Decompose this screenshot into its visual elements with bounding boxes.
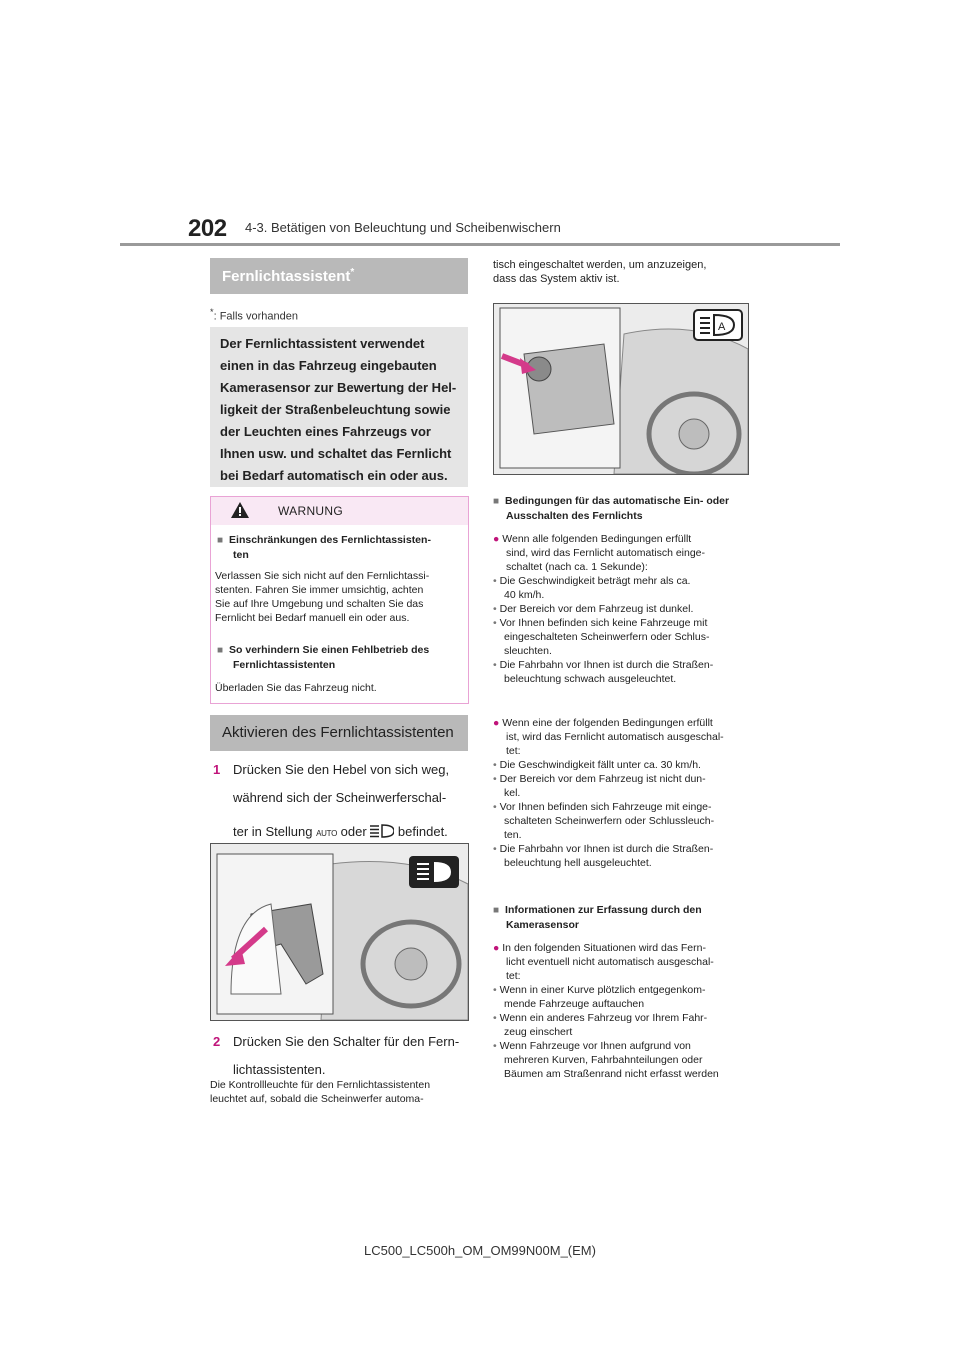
warning-h2-line: Fernlichtassistenten [233,659,336,671]
bottom-paragraph [210,1078,430,1106]
continuation-paragraph [493,258,706,286]
list-item: Vor Ihnen befinden sich Fahrzeuge mit einge- [499,801,712,813]
warning-title: WARNUNG [278,504,343,518]
step-line: während sich der Scheinwerferschal- [233,790,447,805]
square-bullet-icon: ■ [217,645,224,656]
paragraph-line: tet: [506,745,521,757]
subheading-camera [493,903,702,932]
footer-document-code: LC500_LC500h_OM_OM99N00M_(EM) [364,1243,596,1258]
paragraph-line: sind, wird das Fernlicht automatisch einge- [506,547,706,559]
paragraph-line: tet: [506,970,521,982]
warning-p1-line: Sie auf Ihre Umgebung und schalten Sie das [215,598,424,610]
square-bullet-icon: ■ [493,905,500,916]
list-item: beleuchtung hell ausgeleuchtet. [504,857,652,869]
intro-line: einen in das Fahrzeug eingebauten [220,358,437,373]
warning-subheading-1 [217,533,431,562]
switch-illustration [494,304,748,474]
paragraph-line: dass das System aktiv ist. [493,273,620,285]
paragraph-line: tisch eingeschaltet werden, um anzuzeigen, [493,259,707,271]
fig-letter-a: A [718,321,726,333]
list-item: Die Fahrbahn vor Ihnen ist durch die Straßen- [499,843,714,855]
warning-subheading-2 [217,643,429,672]
list-item: mehreren Kurven, Fahrbahnteilungen oder [504,1054,703,1066]
warning-paragraph-1 [215,569,429,625]
square-bullet-icon: ■ [217,535,224,546]
list-item: Vor Ihnen befinden sich keine Fahrzeuge mit [499,617,708,629]
list-item: Wenn in einer Kurve plötzlich entgegenkom- [499,984,706,996]
footnote-note-marker: * [210,307,214,317]
list-item: Bäumen am Straßenrand nicht erfasst werden [504,1068,719,1080]
paragraph-line: leuchtet auf, sobald die Scheinwerfer automa- [210,1093,424,1105]
paragraph-line: Die Kontrollleuchte für den Fernlichtassistenten [210,1079,431,1091]
lever-illustration [211,844,468,1020]
warning-p1-line: Verlassen Sie sich nicht auf den Fernlichtassi- [215,570,430,582]
subheading-line: Informationen zur Erfassung durch den [505,904,702,916]
paragraph-line: schaltet (nach ca. 1 Sekunde): [506,561,648,573]
paragraph-line: ist, wird das Fernlicht automatisch ausgeschal- [506,731,724,743]
paragraph-line: licht eventuell nicht automatisch ausgeschal- [506,956,714,968]
step-1 [213,756,473,848]
list-item: schalteten Scheinwerfern oder Schlussleuch- [504,815,715,827]
list-item: 40 km/h. [504,589,545,601]
subheading-line: Kamerasensor [506,919,579,931]
paragraph-line: In den folgenden Situationen wird das Fern- [502,942,706,954]
page-number: 202 [188,215,227,242]
warning-paragraph-2: Überladen Sie das Fahrzeug nicht. [215,682,377,694]
step-line: oder [340,824,367,839]
paragraph-line: Wenn eine der folgenden Bedingungen erfüllt [502,717,713,729]
circle-bullet-icon: ● [493,717,500,729]
header-rule [120,243,840,246]
footnote-marker: * [350,267,355,278]
condition-off-block: ● Wenn eine der folgenden Bedingungen erfüllt ist, wird das Fernlicht automatisch ausgeschal- tet: • Die Geschwindigkeit fällt unter ca. 30 km/h. • Der Bereich vor dem Fahrzeug ist nicht dun- kel. • Vor Ihnen befinden sich Fahrzeuge mit einge- schalteten Scheinwerfern oder Schlussleuch- ten. • Die Fahrbahn vor Ihnen ist durch die Straßen- beleuchtung hell ausgeleuchtet. [493,717,724,869]
step-line: befindet. [397,824,448,839]
camera-block: ● In den folgenden Situationen wird das Fern- licht eventuell nicht automatisch ausgeschal- tet: • Wenn in einer Kurve plötzlich entgegenkom- mende Fahrzeuge auftauchen • Wenn ein anderes Fahrzeug vor Ihrem Fahr- zeug einschert • Wenn Fahrzeuge vor Ihnen aufgrund von mehreren Kurven, Fahrbahnteilungen oder Bäumen am Straßenrand nicht erfasst werden [493,942,719,1080]
intro-line: Der Fernlichtassistent verwendet [220,336,425,351]
list-item: Die Geschwindigkeit fällt unter ca. 30 km/h. [499,759,701,771]
step-2 [213,1028,473,1084]
circle-bullet-icon: ● [493,533,500,545]
condition-on-block: ● Wenn alle folgenden Bedingungen erfüllt sind, wird das Fernlicht automatisch einge- schaltet (nach ca. 1 Sekunde): • Die Geschwindigkeit beträgt mehr als ca. 40 km/h. • Der Bereich vor dem Fahrzeug ist dunkel. • Vor Ihnen befinden sich keine Fahrzeuge mit eingeschalteten Scheinwerfern oder Schlus- sleuchten. • Die Fahrbahn vor Ihnen ist durch die Straßen- beleuchtung schwach ausgeleuchtet. [493,533,714,685]
subheading-line: Bedingungen für das automatische Ein- oder [505,495,730,507]
warning-h2-line: So verhindern Sie einen Fehlbetrieb des [229,644,430,656]
heading-aktivieren [210,715,468,751]
list-item: beleuchtung schwach ausgeleuchtet. [504,673,677,685]
intro-line: Ihnen usw. und schaltet das Fernlicht [220,446,452,461]
intro-box [210,327,468,487]
heading-text: Aktivieren des Fernlichtassistenten [222,724,454,741]
list-item: Wenn Fahrzeuge vor Ihnen aufgrund von [499,1040,691,1052]
figure-lever [210,843,469,1021]
intro-line: Kamerasensor zur Bewertung der Hel- [220,380,457,395]
subheading-conditions [493,494,729,523]
list-item: ten. [504,829,522,841]
list-item: Der Bereich vor dem Fahrzeug ist dunkel. [499,603,694,615]
list-item: Wenn ein anderes Fahrzeug vor Ihrem Fahr- [499,1012,708,1024]
circle-bullet-icon: ● [493,942,500,954]
paragraph-line: Wenn alle folgenden Bedingungen erfüllt [502,533,692,545]
auto-position-icon: AUTO [316,829,338,838]
list-item: sleuchten. [504,645,552,657]
list-item: eingeschalteten Scheinwerfern oder Schlus- [504,631,710,643]
section-title: 4-3. Betätigen von Beleuchtung und Scheibenwischern [245,220,561,235]
warning-header [211,497,468,525]
list-item: mende Fahrzeuge auftauchen [504,998,645,1010]
step-line: Drücken Sie den Schalter für den Fern- [233,1034,460,1049]
headlight-icon [370,824,394,838]
intro-line: der Leuchten eines Fahrzeugs vor [220,424,431,439]
step-number: 1 [213,762,221,777]
footnote [210,307,298,323]
intro-line: bei Bedarf automatisch ein oder aus. [220,468,448,483]
list-item: Der Bereich vor dem Fahrzeug ist nicht dun- [499,773,706,785]
warning-h1-line: Einschränkungen des Fernlichtassisten- [229,534,431,546]
list-item: zeug einschert [504,1026,573,1038]
warning-triangle-icon [231,502,249,518]
heading-text: Fernlichtassistent [222,268,351,285]
warning-box [210,496,469,704]
heading-fernlichtassistent [210,258,468,294]
list-item: Die Geschwindigkeit beträgt mehr als ca. [499,575,691,587]
figure-switch [493,303,749,475]
step-line: ter in Stellung [233,824,313,839]
intro-line: ligkeit der Straßenbeleuchtung sowie [220,402,451,417]
list-item: Die Fahrbahn vor Ihnen ist durch die Straßen- [499,659,714,671]
square-bullet-icon: ■ [493,496,500,507]
footnote-text: : Falls vorhanden [213,310,298,323]
step-number: 2 [213,1034,221,1049]
step-line: lichtassistenten. [233,1062,326,1077]
step-line: Drücken Sie den Hebel von sich weg, [233,762,450,777]
warning-p1-line: stenten. Fahren Sie immer umsichtig, achten [215,584,424,596]
warning-p1-line: Fernlicht bei Bedarf manuell ein oder aus. [215,612,410,624]
subheading-line: Ausschalten des Fernlichts [506,510,643,522]
warning-h1-line: ten [233,549,249,561]
list-item: kel. [504,787,521,799]
